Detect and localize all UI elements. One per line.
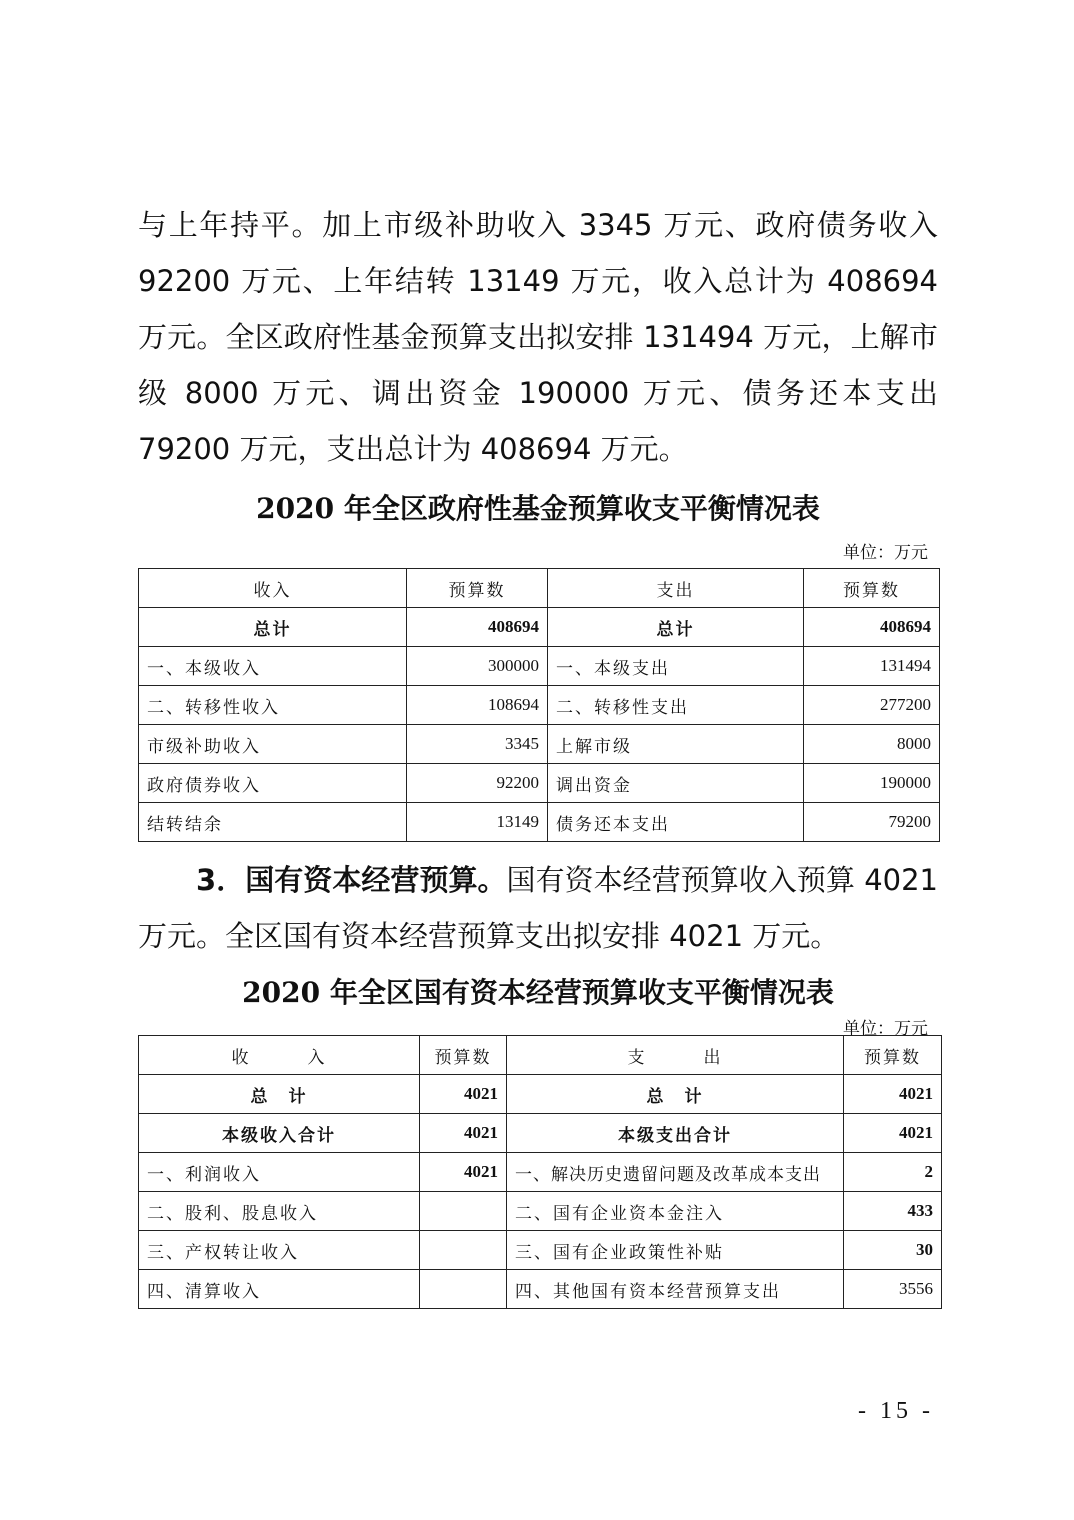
table-row	[139, 1114, 942, 1153]
row-label: 二、转移性收入	[139, 686, 407, 725]
row-label: 政府债券收入	[139, 764, 407, 803]
row-label: 三、国有企业政策性补贴	[507, 1231, 844, 1270]
row-label: 总计	[139, 608, 407, 647]
row-value: 4021	[844, 1075, 942, 1114]
row-label: 本级收入合计	[139, 1114, 420, 1153]
header-income: 收入	[139, 569, 407, 608]
table1-title: 2020 年全区政府性基金预算收支平衡情况表	[256, 492, 820, 525]
table-row	[139, 803, 940, 842]
row-value: 4021	[844, 1114, 942, 1153]
row-value: 300000	[407, 647, 548, 686]
row-value: 277200	[804, 686, 940, 725]
row-value: 3556	[844, 1270, 942, 1309]
row-value: 30	[844, 1231, 942, 1270]
header-expense: 支 出	[507, 1036, 844, 1075]
row-label: 结转结余	[139, 803, 407, 842]
row-label: 一、本级支出	[548, 647, 804, 686]
row-value: 2	[844, 1153, 942, 1192]
body-paragraph-2	[138, 852, 938, 964]
row-label: 四、清算收入	[139, 1270, 420, 1309]
row-label: 调出资金	[548, 764, 804, 803]
table-row	[139, 725, 940, 764]
row-value: 433	[844, 1192, 942, 1231]
row-label: 一、利润收入	[139, 1153, 420, 1192]
row-value: 79200	[804, 803, 940, 842]
row-value: 4021	[420, 1075, 507, 1114]
table-header-row	[139, 1036, 942, 1075]
row-label: 市级补助收入	[139, 725, 407, 764]
fund-budget-table	[138, 568, 940, 842]
row-value: 8000	[804, 725, 940, 764]
row-label: 三、产权转让收入	[139, 1231, 420, 1270]
section-text: 国有资本经营预算收入预算 4021 万元。全区国有资本经营预算支出拟安排 4021 万元。	[138, 863, 938, 953]
state-capital-budget-table	[138, 1035, 942, 1309]
row-value: 190000	[804, 764, 940, 803]
row-value: 13149	[407, 803, 548, 842]
table2-title: 2020 年全区国有资本经营预算收支平衡情况表	[242, 976, 834, 1009]
row-value	[420, 1270, 507, 1309]
row-label: 债务还本支出	[548, 803, 804, 842]
table-row	[139, 1270, 942, 1309]
header-budget: 预算数	[844, 1036, 942, 1075]
page-number: - 15 -	[858, 1398, 934, 1424]
table-row	[139, 1192, 942, 1231]
header-budget: 预算数	[420, 1036, 507, 1075]
row-value	[420, 1192, 507, 1231]
row-label: 本级支出合计	[507, 1114, 844, 1153]
table-row	[139, 1075, 942, 1114]
row-value: 131494	[804, 647, 940, 686]
table-row	[139, 686, 940, 725]
row-label: 二、股利、股息收入	[139, 1192, 420, 1231]
row-value: 408694	[407, 608, 548, 647]
row-value	[420, 1231, 507, 1270]
header-income: 收 入	[139, 1036, 420, 1075]
table-row	[139, 647, 940, 686]
row-value: 92200	[407, 764, 548, 803]
table-row	[139, 1153, 942, 1192]
body-paragraph-1: 与上年持平。加上市级补助收入 3345 万元、政府债务收入 92200 万元、上年结转 13149 万元，收入总计为 408694 万元。全区政府性基金预算支出拟安排 131494 万元，上解市级 8000 万元、调出资金 190000 万元、债务还本支出 79200 万元，支出总计为 408694 万元。	[138, 208, 938, 466]
row-label: 上解市级	[548, 725, 804, 764]
row-label: 二、国有企业资本金注入	[507, 1192, 844, 1231]
row-label: 二、转移性支出	[548, 686, 804, 725]
row-label: 一、本级收入	[139, 647, 407, 686]
table-row	[139, 1231, 942, 1270]
row-value: 4021	[420, 1153, 507, 1192]
header-expense: 支出	[548, 569, 804, 608]
row-value: 3345	[407, 725, 548, 764]
row-label: 四、其他国有资本经营预算支出	[507, 1270, 844, 1309]
row-value: 4021	[420, 1114, 507, 1153]
section-heading: 3．国有资本经营预算。	[196, 863, 507, 897]
table-header-row	[139, 569, 940, 608]
table2-unit: 单位：万元	[843, 1019, 928, 1039]
table1-unit: 单位：万元	[843, 543, 928, 563]
row-value: 408694	[804, 608, 940, 647]
row-label: 总 计	[139, 1075, 420, 1114]
table-row	[139, 608, 940, 647]
header-budget: 预算数	[804, 569, 940, 608]
table-row	[139, 764, 940, 803]
row-label: 总计	[548, 608, 804, 647]
row-label: 总 计	[507, 1075, 844, 1114]
row-label: 一、解决历史遗留问题及改革成本支出	[507, 1153, 844, 1192]
row-value: 108694	[407, 686, 548, 725]
header-budget: 预算数	[407, 569, 548, 608]
